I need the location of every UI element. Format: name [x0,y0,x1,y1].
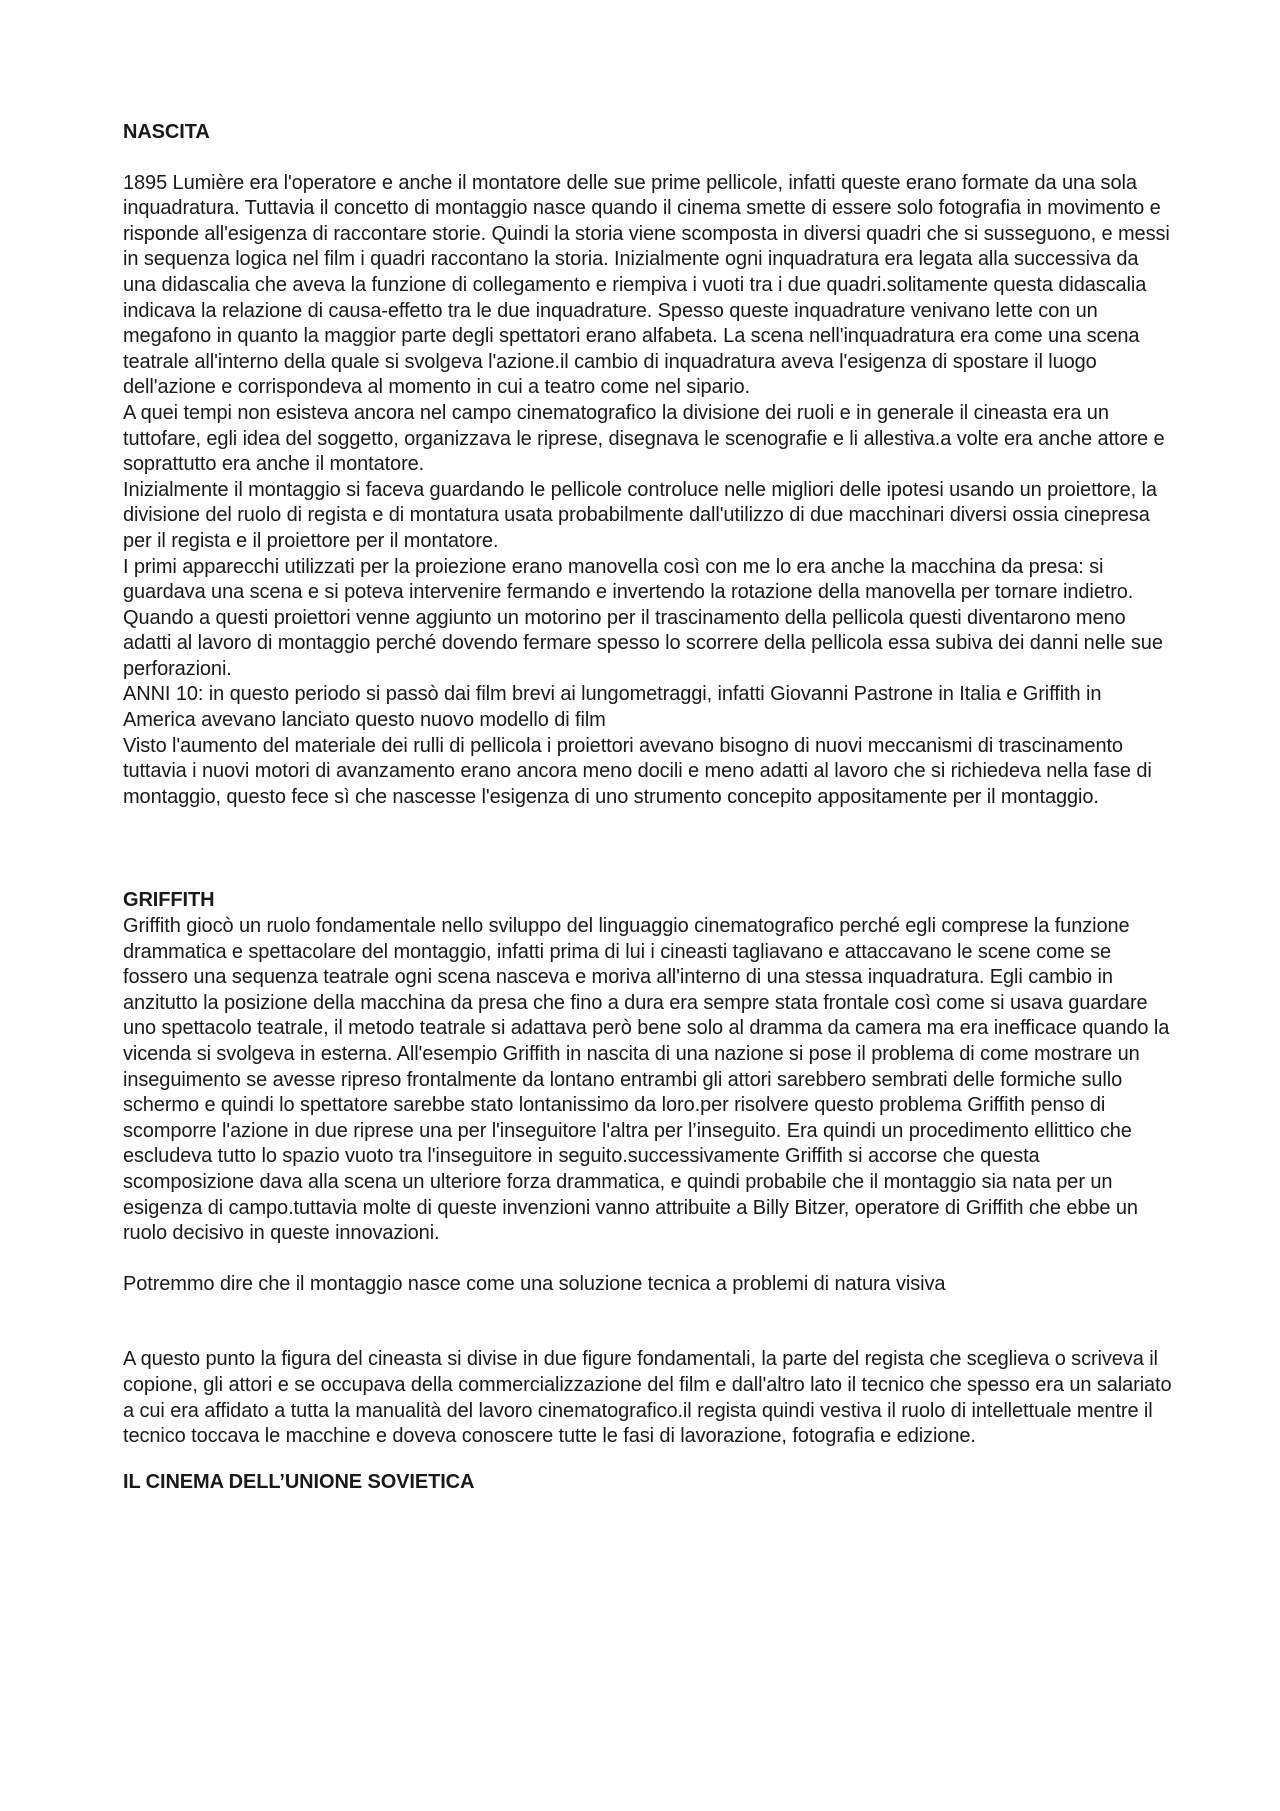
spacer [123,1297,1173,1347]
spacer [123,1450,1173,1470]
griffith-paragraph-3: A questo punto la figura del cineasta si divise in due figure fondamentali, la parte del regista che sceglieva o scriveva il copione, gli attori e se occupava della commercializzazione del film e dall'altro lato il tecnico che spesso era un salariato a cui era affidato a tutta la manualità del lavoro cinematografico.il regista quindi vestiva il ruolo di intellettuale mentre il tecnico toccava le macchine e doveva conoscere tutte le fasi di lavorazione, fotografia e edizione. [123,1348,1172,1448]
document-page [123,120,1173,1495]
spacer [123,1247,1173,1272]
nascita-paragraph-6: Visto l'aumento del materiale dei rulli di pellicola i proiettori avevano bisogno di nuovi meccanismi di trascinamento tuttavia i nuovi motori di avanzamento erano ancora meno docili e meno adatti al lavoro che si richiedeva nella fase di montaggio, questo fece sì che nascesse l'esigenza di uno strumento concepito appositamente per il montaggio. [123,734,1152,808]
section-heading-unione-sovietica: IL CINEMA DELL’UNIONE SOVIETICA [123,1470,475,1493]
spacer [123,146,1173,171]
spacer [123,810,1173,888]
griffith-paragraph-1: Griffith giocò un ruolo fondamentale nello sviluppo del linguaggio cinematografico perché egli comprese la funzione drammatica e spettacolare del montaggio, infatti prima di lui i cineasti tagliavano e attaccavano le scene come se fossero una sequenza teatrale ogni scena nasceva e moriva all'interno di una stessa inquadratura. Egli cambio in anzitutto la posizione della macchina da presa che fino a dura era sempre stata frontale così come si usava guardare uno spettacolo teatrale, il metodo teatrale si adattava però bene solo al dramma da camera ma era inefficace quando la vicenda si svolgeva in esterna. All'esempio Griffith in nascita di una nazione si pose il problema di come mostrare un inseguimento se avesse ripreso frontalmente da lontano entrambi gli attori sarebbero sembrati delle formiche sullo schermo e quindi lo spettatore sarebbe stato lontanissimo da loro.per risolvere questo problema Griffith penso di scomporre l'azione in due riprese una per l'inseguitore l'altra per l’inseguito. Era quindi un procedimento ellittico che escludeva tutto lo spazio vuoto tra l'inseguitore in seguito.successivamente Griffith si accorse che questa scomposizione dava alla scena un ulteriore forza drammatica, e quindi probabile che il montaggio sia nata per un esigenza di campo.tuttavia molte di queste invenzioni vanno attribuite a Billy Bitzer, operatore di Griffith che ebbe un ruolo decisivo in queste innovazioni. [123,915,1170,1245]
nascita-paragraph-2: A quei tempi non esisteva ancora nel campo cinematografico la divisione dei ruoli e in generale il cineasta era un tuttofare, egli idea del soggetto, organizzava le riprese, disegnava le scenografie e li allestiva.a volte era anche attore e soprattutto era anche il montatore. [123,401,1165,476]
section-heading-griffith: GRIFFITH [123,889,215,912]
nascita-paragraph-4: I primi apparecchi utilizzati per la proiezione erano manovella così con me lo era anche la macchina da presa: si guardava una scena e si poteva intervenire fermando e invertendo la rotazione della manovella per tornare indietro. Quando a questi proiettori venne aggiunto un motorino per il trascinamento della pellicola questi diventarono meno adatti al lavoro di montaggio perché dovendo fermare spesso lo scorrere della pellicola essa subiva dei danni nelle sue perforazioni. [123,555,1163,680]
griffith-paragraph-2: Potremmo dire che il montaggio nasce come una soluzione tecnica a problemi di natura visiva [123,1272,946,1295]
nascita-paragraph-5: ANNI 10: in questo periodo si passò dai film brevi ai lungometraggi, infatti Giovanni Pastrone in Italia e Griffith in America avevano lanciato questo nuovo modello di film [123,683,1102,732]
nascita-paragraph-3: Inizialmente il montaggio si faceva guardando le pellicole controluce nelle migliori delle ipotesi usando un proiettore, la divisione del ruolo di regista e di montatura usata probabilmente dall'utilizzo di due macchinari diversi ossia cinepresa per il regista e il proiettore per il montatore. [123,478,1157,552]
section-heading-nascita: NASCITA [123,121,210,143]
nascita-paragraph-1: 1895 Lumière era l'operatore e anche il montatore delle sue prime pellicole, infatti queste erano formate da una sola inquadratura. Tuttavia il concetto di montaggio nasce quando il cinema smette di essere solo fotografia in movimento e risponde all'esigenza di raccontare storie. Quindi la storia viene scomposta in diversi quadri che si susseguono, e messi in sequenza logica nel film i quadri raccontano la storia. Inizialmente ogni inquadratura era legata alla successiva da una didascalia che aveva la funzione di collegamento e riempiva i vuoti tra i due quadri.solitamente questa didascalia indicava la relazione di causa-effetto tra le due inquadrature. Spesso queste inquadrature venivano lette con un megafono in quanto la maggior parte degli spettatori erano alfabeta. La scena nell'inquadratura era come una scena teatrale all'interno della quale si svolgeva l'azione.il cambio di inquadratura aveva l'esigenza di spostare il luogo dell'azione e corrispondeva al momento in cui a teatro come nel sipario. [123,171,1170,399]
